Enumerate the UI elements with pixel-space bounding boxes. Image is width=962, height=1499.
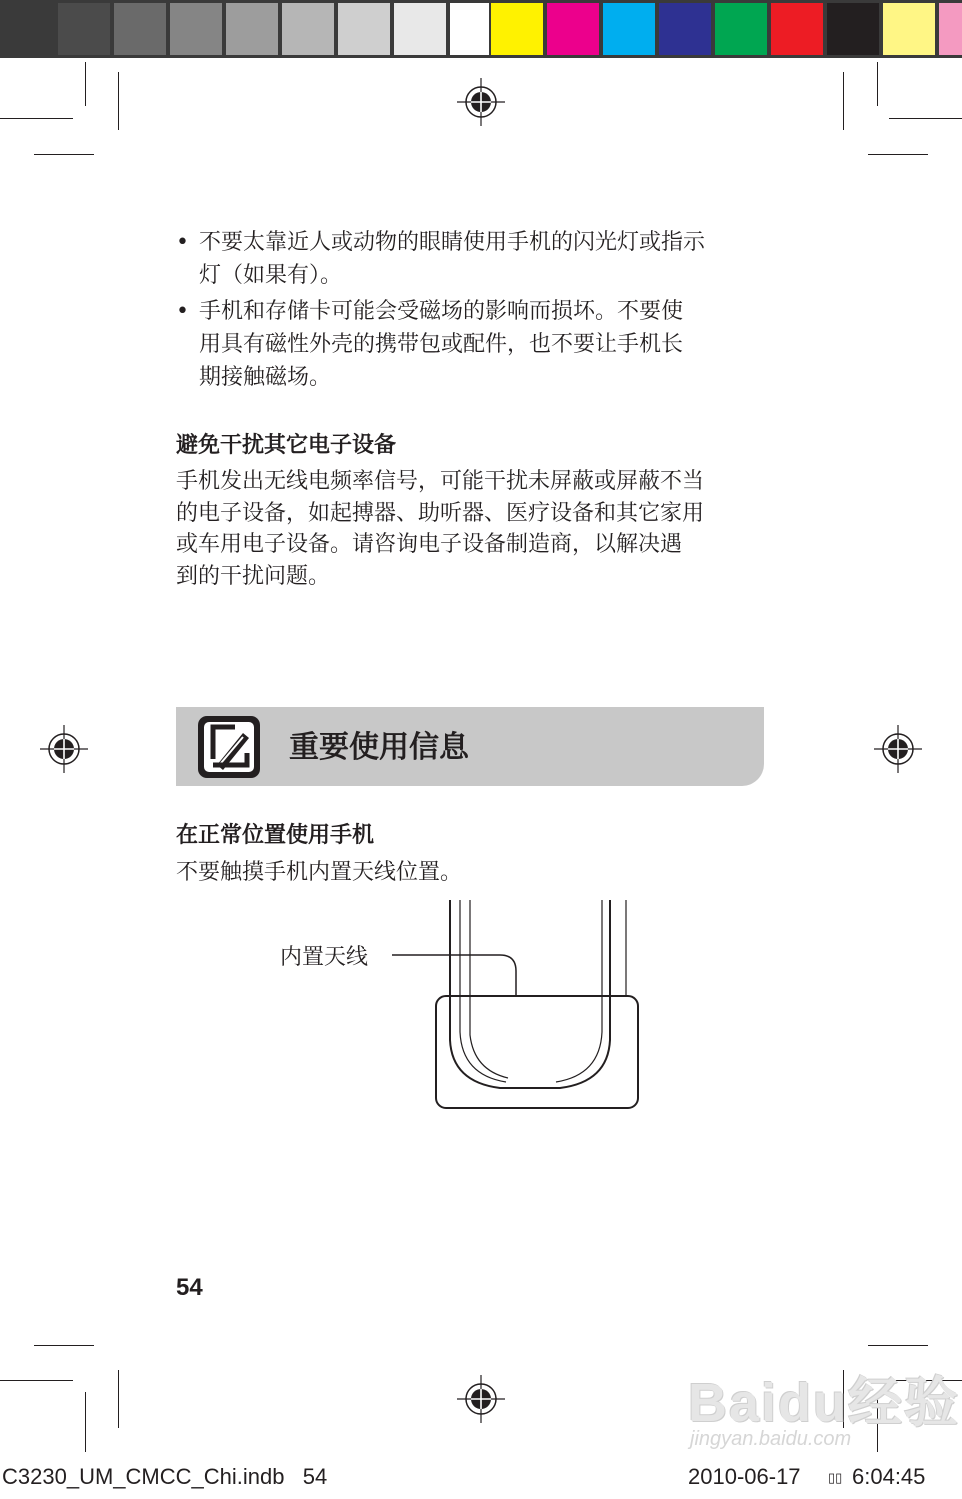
paragraph-line: 或车用电子设备。请咨询电子设备制造商，以解决遇 (176, 532, 683, 557)
page-number: 54 (176, 1274, 203, 1301)
paragraph-line: 到的干扰问题。 (176, 563, 331, 589)
banner-title: 重要使用信息 (289, 730, 469, 765)
color-swatch (394, 3, 446, 55)
bullet-line: 不要太靠近人或动物的眼睛使用手机的闪光灯或指示 (199, 230, 706, 255)
crop-mark (868, 154, 928, 155)
color-calibration-bar (489, 0, 962, 58)
crop-mark (85, 62, 86, 106)
callout-label: 内置天线 (280, 945, 369, 970)
color-swatch (547, 3, 599, 55)
color-swatch (603, 3, 655, 55)
color-swatch (659, 3, 711, 55)
color-swatch (2, 3, 54, 55)
footer-time: 6:04:45 (852, 1464, 926, 1489)
footer-time-prefix: ▯▯ (828, 1470, 843, 1485)
section-heading: 避免干扰其它电子设备 (176, 433, 397, 458)
bullet-dot: • (176, 230, 189, 255)
bullet-line: 手机和存储卡可能会受磁场的影响而损坏。不要使 (199, 299, 684, 324)
color-swatch (827, 3, 879, 55)
color-swatch (491, 3, 543, 55)
paragraph-line: 手机发出无线电频率信号，可能干扰未屏蔽或屏蔽不当 (176, 469, 705, 494)
crop-mark (868, 1345, 928, 1346)
crop-mark (34, 154, 94, 155)
color-swatch (883, 3, 935, 55)
color-swatch (226, 3, 278, 55)
crop-mark (877, 62, 878, 106)
crop-mark (118, 72, 119, 130)
registration-mark-icon (874, 725, 922, 773)
section-banner (176, 707, 764, 786)
color-swatch (939, 3, 962, 55)
crop-mark (118, 1370, 119, 1428)
crop-mark (34, 1345, 94, 1346)
crop-mark (843, 72, 844, 130)
bullet-line: 灯（如果有）。 (199, 263, 343, 288)
watermark-url: jingyan.baidu.com (690, 1428, 852, 1450)
color-swatch (771, 3, 823, 55)
color-swatch (338, 3, 390, 55)
bullet-line: 用具有磁性外壳的携带包或配件，也不要让手机长 (199, 332, 684, 357)
footer-file: C3230_UM_CMCC_Chi.indb 54 (2, 1464, 328, 1489)
color-swatch (715, 3, 767, 55)
color-swatch (170, 3, 222, 55)
footer-date: 2010-06-17 (688, 1464, 801, 1489)
color-swatch (282, 3, 334, 55)
bullet-dot: • (176, 299, 189, 324)
section-paragraph: 不要触摸手机内置天线位置。 (176, 860, 463, 885)
crop-mark (889, 118, 962, 119)
section-paragraph (176, 466, 771, 592)
crop-mark (85, 1392, 86, 1452)
bullet-item (176, 226, 766, 292)
color-swatch (114, 3, 166, 55)
bullet-line: 期接触磁场。 (199, 365, 332, 390)
bullet-item (176, 295, 766, 394)
note-pen-icon (195, 713, 263, 781)
crop-mark (0, 118, 73, 119)
gray-scale-bar (0, 0, 506, 58)
crop-mark (0, 1380, 73, 1381)
paragraph-line: 的电子设备，如起搏器、助听器、医疗设备和其它家用 (176, 500, 705, 526)
registration-mark-icon (40, 725, 88, 773)
color-swatch (58, 3, 110, 55)
registration-mark-icon (457, 1375, 505, 1423)
watermark-logo: Baidu经验 (688, 1373, 961, 1433)
section-heading: 在正常位置使用手机 (176, 823, 375, 848)
phone-antenna-diagram (390, 900, 650, 1115)
registration-mark-icon (457, 78, 505, 126)
